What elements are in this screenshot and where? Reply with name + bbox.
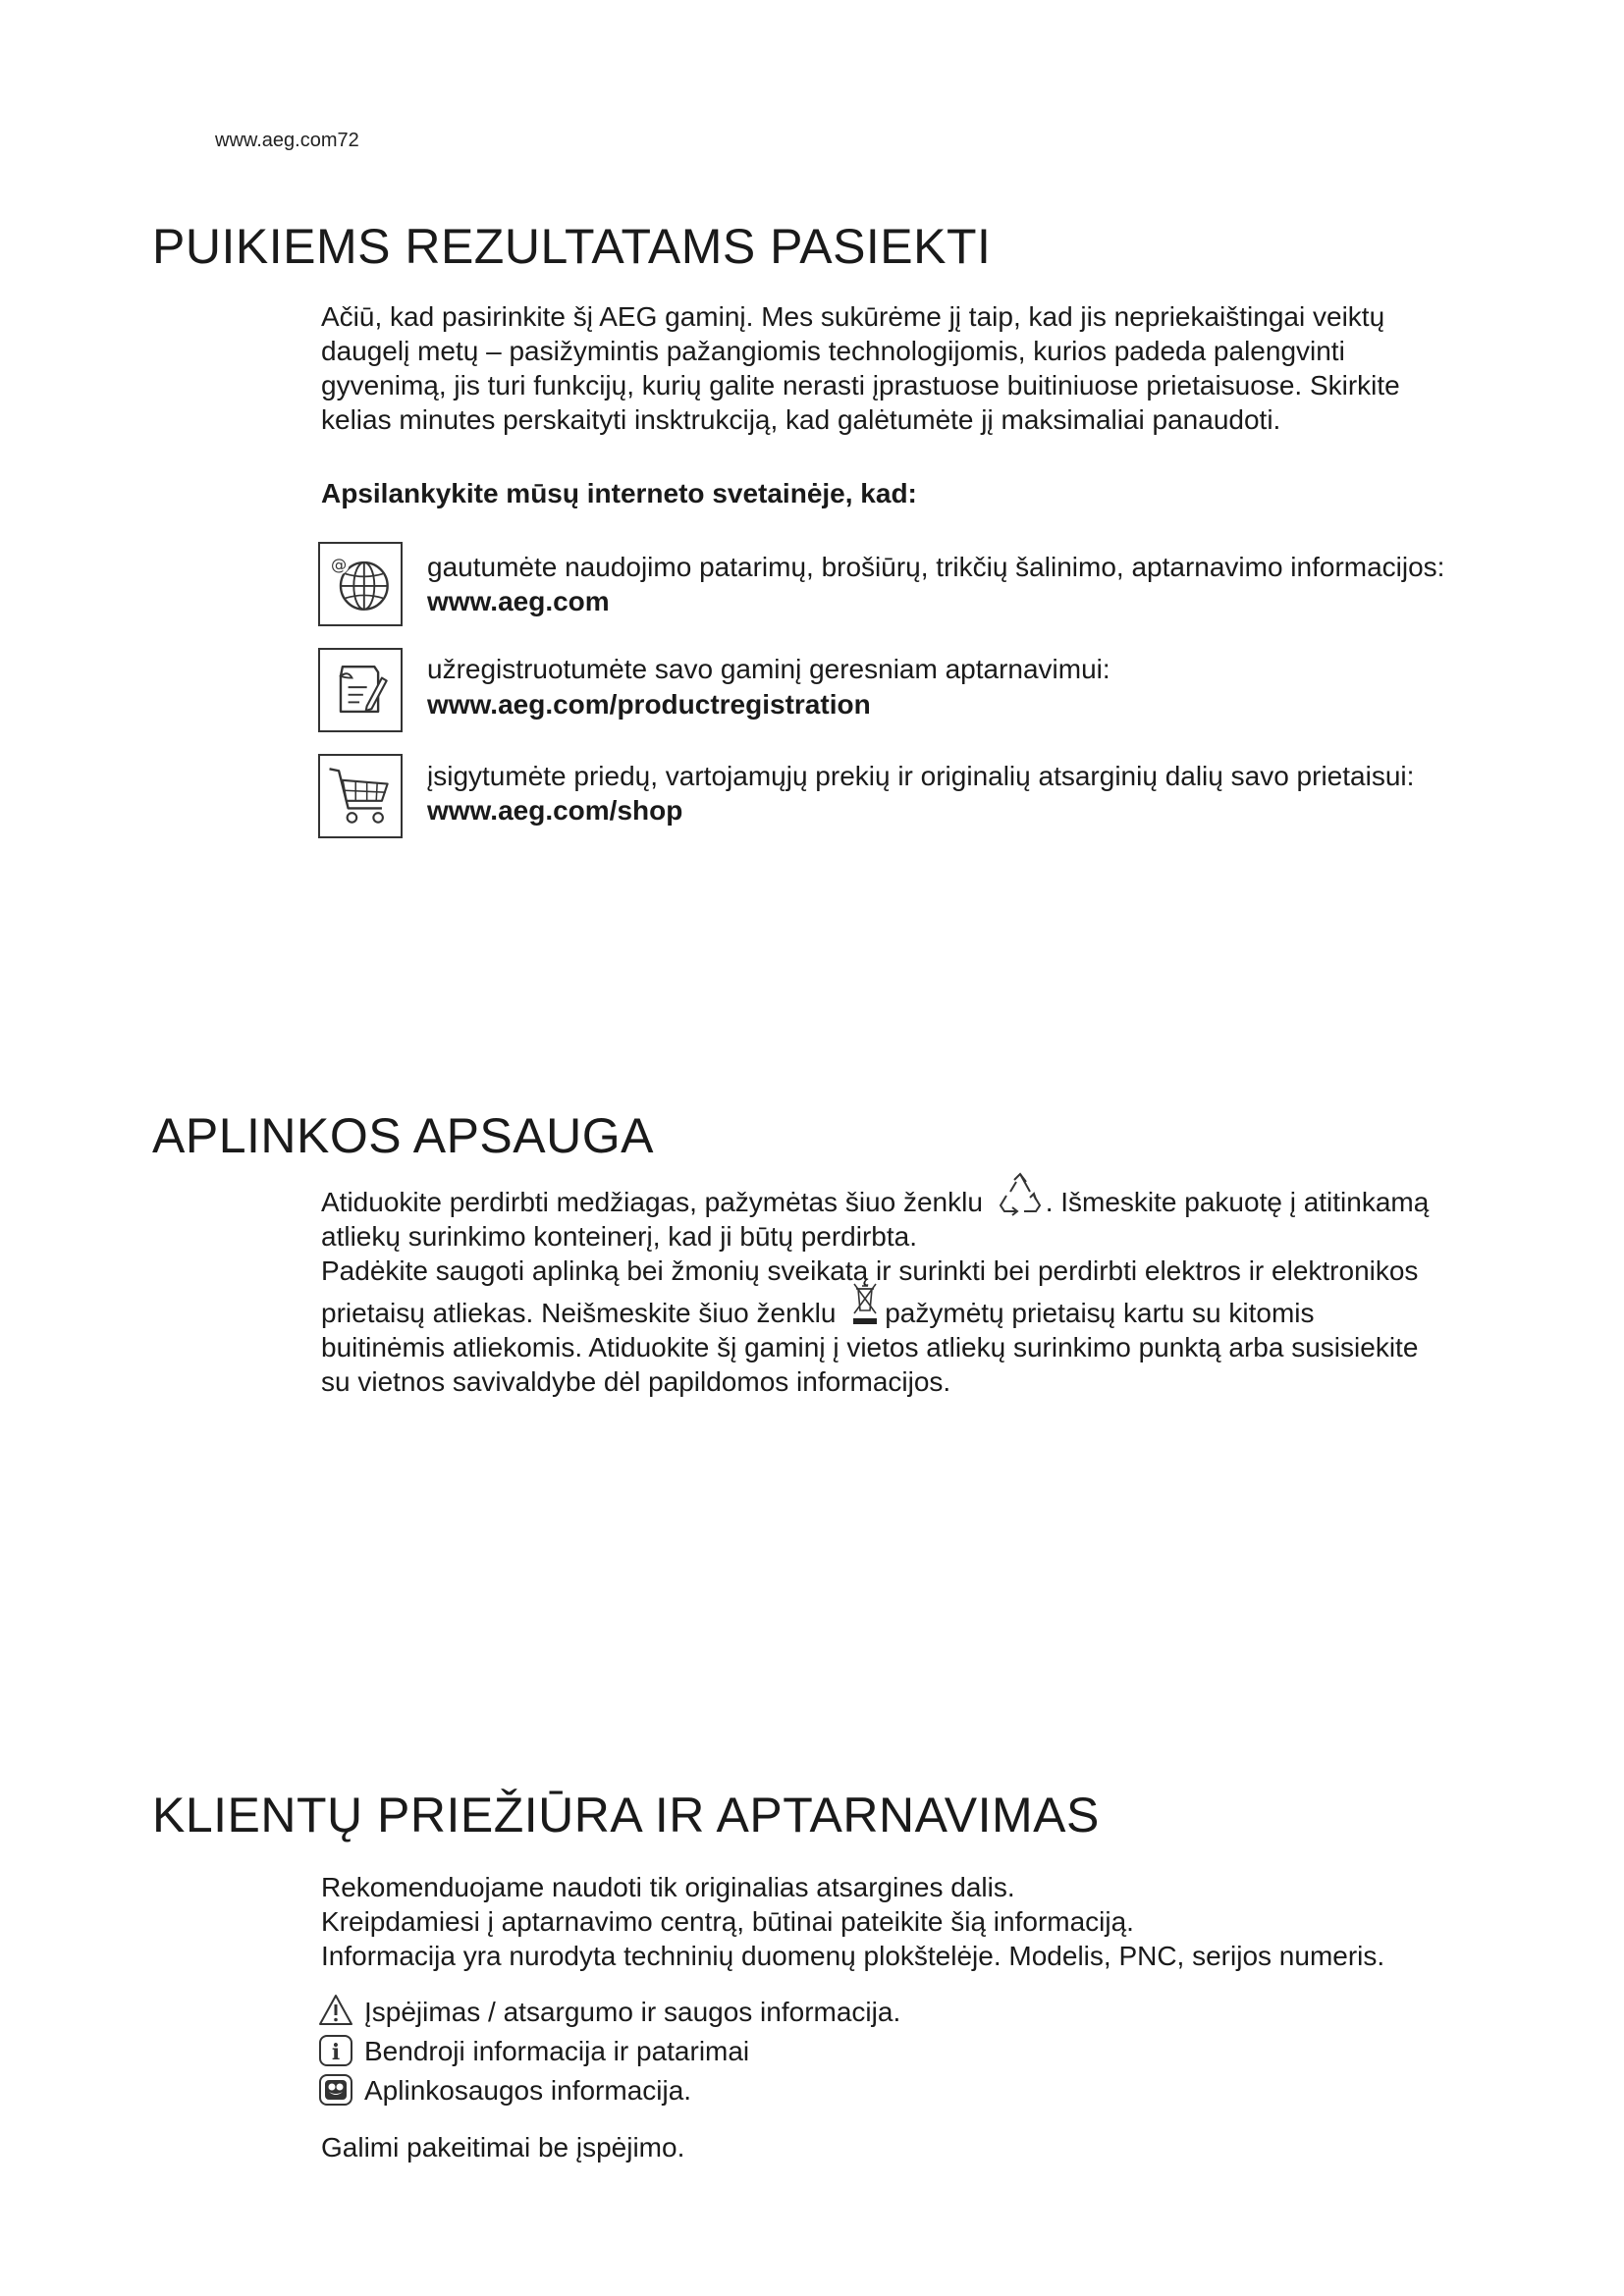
list-item-text: gautumėte naudojimo patarimų, brošiūrų, trikčių šalinimo, aptarnavimo informacijos: (427, 552, 1445, 582)
environment-line: atliekų surinkimo konteinerį, kad ji būtų perdirbta. (321, 1221, 917, 1252)
document-pen-icon (318, 648, 403, 732)
environment-text: Atiduokite perdirbti medžiagas, pažymėtas šiuo ženklu (321, 1187, 983, 1217)
svg-text:i: i (331, 2040, 341, 2065)
globe-at-icon (318, 542, 403, 626)
environment-line: buitinėmis atliekomis. Atiduokite šį gaminį į vietos atliekų surinkimo punktą arba susisiekite (321, 1332, 1419, 1362)
list-item-text: įsigytumėte priedų, vartojamųjų prekių ir originalių atsarginių dalių savo prietaisui: (427, 761, 1415, 791)
customer-care-line: Informacija yra nurodyta techninių duomenų plokštelėje. Modelis, PNC, serijos numeris. (321, 1941, 1385, 1971)
environment-icon (317, 2072, 354, 2108)
footer-note: Galimi pakeitimai be įspėjimo. (321, 2132, 685, 2163)
info-icon (317, 2033, 354, 2068)
link-product-registration[interactable]: www.aeg.com/productregistration (427, 689, 871, 720)
shopping-cart-icon (318, 754, 403, 838)
intro-line: gyvenimą, jis turi funkcijų, kurių galite nerasti įprastuose buitiniuose prietaisuose. Skirkite (321, 370, 1400, 400)
customer-care-line: Kreipdamiesi į aptarnavimo centrą, būtinai pateikite šią informaciją. (321, 1906, 1134, 1937)
symbol-text: Įspėjimas / atsargumo ir saugos informacija. (364, 1997, 901, 2027)
recycle-icon (997, 1172, 1044, 1217)
section-title-customer-care: KLIENTŲ PRIEŽIŪRA IR APTARNAVIMAS (152, 1788, 1100, 1842)
warning-icon (317, 1993, 354, 2028)
environment-text: prietaisų atliekas. Neišmeskite šiuo ženklu (321, 1298, 837, 1328)
environment-text: pažymėtų prietaisų kartu su kitomis (885, 1298, 1315, 1328)
intro-paragraph (321, 299, 1524, 437)
section-title-environment: APLINKOS APSAUGA (152, 1108, 654, 1163)
header-url-page: www.aeg.com72 (215, 130, 359, 151)
link-shop[interactable]: www.aeg.com/shop (427, 795, 683, 826)
intro-line: Ačiū, kad pasirinkite šį AEG gaminį. Mes sukūrėme jį taip, kad jis nepriekaištingai veiktų (321, 301, 1385, 332)
symbol-text: Aplinkosaugos informacija. (364, 2075, 692, 2106)
environment-line: su vietnos savivaldybe dėl papildomos informacijos. (321, 1366, 951, 1397)
intro-line: daugelį metų – pasižymintis pažangiomis technologijomis, kurios padeda palengvinti (321, 336, 1345, 366)
environment-paragraph (321, 1185, 1524, 1399)
svg-text:@: @ (330, 555, 348, 574)
environment-line: Padėkite saugoti aplinką bei žmonių sveikatą ir surinkti bei perdirbti elektros ir elektronikos (321, 1255, 1419, 1286)
environment-line (321, 1296, 1524, 1330)
list-item-text: užregistruotumėte savo gaminį geresniam aptarnavimui: (427, 654, 1110, 684)
section-title-results: PUIKIEMS REZULTATAMS PASIEKTI (152, 219, 992, 274)
visit-heading: Apsilankykite mūsų interneto svetainėje, kad: (321, 478, 917, 508)
environment-line (321, 1185, 1524, 1219)
customer-care-line: Rekomenduojame naudoti tik originalias atsargines dalis. (321, 1872, 1015, 1902)
customer-care-paragraph (321, 1870, 1524, 1973)
crossed-bin-icon (849, 1281, 881, 1328)
intro-line: kelias minutes perskaityti insktrukciją, kad galėtumėte jį maksimaliai panaudoti. (321, 404, 1281, 435)
symbol-text: Bendroji informacija ir patarimai (364, 2036, 750, 2066)
environment-text: . Išmeskite pakuotę į atitinkamą (1045, 1187, 1430, 1217)
link-aeg-com[interactable]: www.aeg.com (427, 586, 610, 616)
